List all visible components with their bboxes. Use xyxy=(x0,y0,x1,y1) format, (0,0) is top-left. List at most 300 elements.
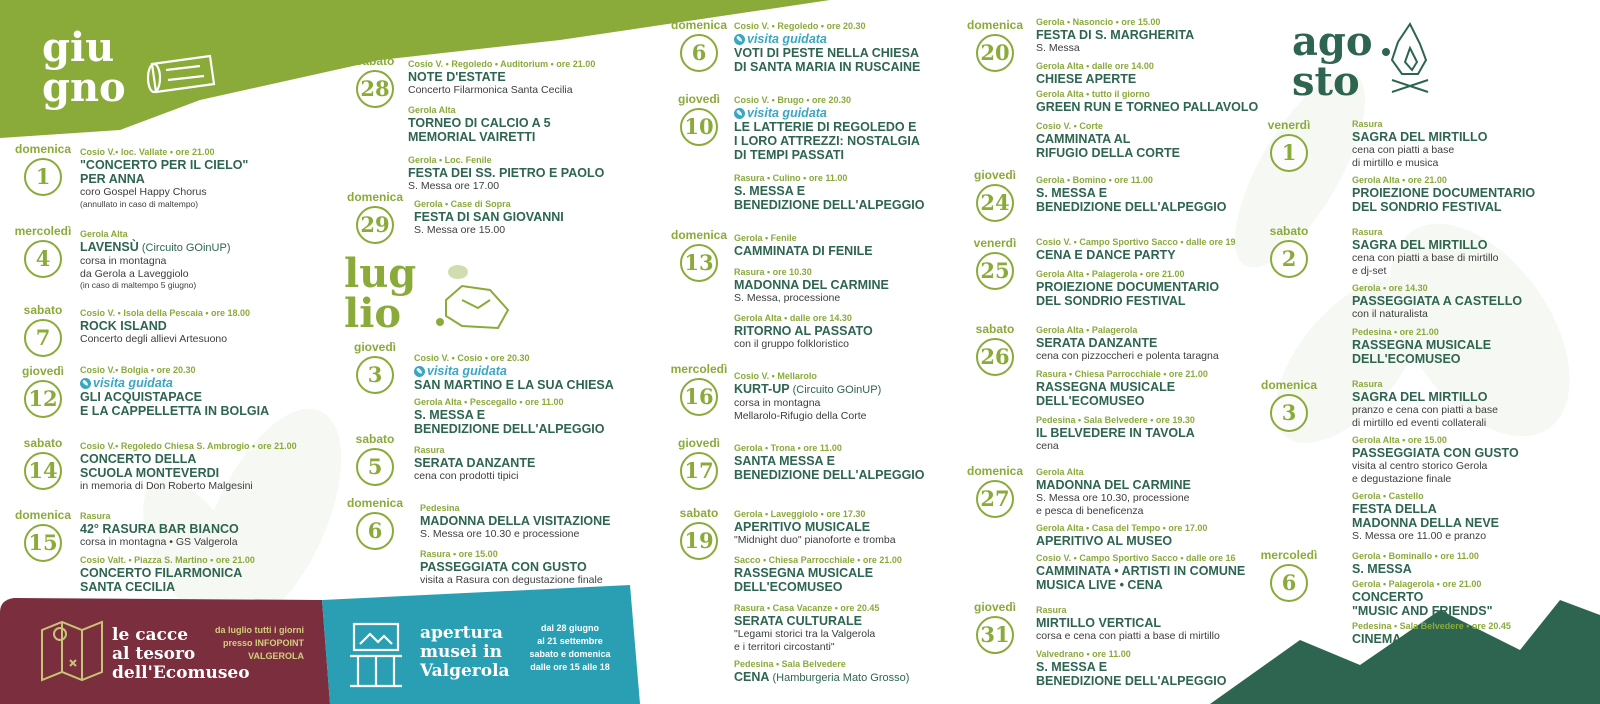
event-description: cena con piatti a base di mirtillo xyxy=(1352,252,1499,264)
event-title-text: TORNEO DI CALCIO A 5 xyxy=(408,116,551,130)
musei-info-line: dal 28 giugno xyxy=(540,623,599,633)
event-description: e dj-set xyxy=(1352,264,1387,277)
day-marker xyxy=(1260,378,1318,432)
day-number: 4 xyxy=(24,240,62,278)
event-title xyxy=(414,210,564,224)
event-meta: Cosio V.• Regoledo Chiesa S. Ambrogio • ore 21.00 xyxy=(80,441,297,451)
musei-info xyxy=(520,622,620,674)
day-number: 31 xyxy=(976,616,1014,654)
guided-tour-label: visita guidata xyxy=(427,364,507,378)
event-meta: Rasura xyxy=(1352,379,1383,389)
event-meta: Gerola • Palagerola • ore 21.00 xyxy=(1352,579,1482,589)
event-description: di mirtillo e musica xyxy=(1352,156,1439,169)
day-number: 6 xyxy=(680,34,718,72)
musei-title-line: Valgerola xyxy=(420,661,510,681)
event-title xyxy=(1036,294,1219,308)
musei-title-line: musei in xyxy=(420,642,502,662)
event-title-text: FESTA DELLA xyxy=(1352,502,1437,516)
event-meta: Gerola • ore 14.30 xyxy=(1352,283,1428,293)
event-meta: Gerola Alta • Casa del Tempo • ore 17.00 xyxy=(1036,523,1208,533)
event-title-text: DEL SONDRIO FESTIVAL xyxy=(1352,200,1502,214)
event-description: con il gruppo folkloristico xyxy=(734,338,849,350)
day-name: sabato xyxy=(975,322,1015,336)
event-meta: Gerola Alta • dalle ore 14.00 xyxy=(1036,61,1154,71)
day-name: domenica xyxy=(346,190,403,204)
event-title-text: KURT-UP xyxy=(734,382,790,396)
event-meta: Rasura • ore 15.00 xyxy=(420,549,498,559)
event-title-text: BENEDIZIONE DELL'ALPEGGIO xyxy=(414,422,605,436)
event-title xyxy=(1352,352,1491,366)
event-title-text: SAGRA DEL MIRTILLO xyxy=(1352,130,1488,144)
event-description: e i territori circostanti" xyxy=(734,640,835,653)
event-title-text: CAMMINATA • ARTISTI IN COMUNE xyxy=(1036,564,1246,578)
event-note: (in caso di maltempo 5 giugno) xyxy=(80,280,197,290)
guided-tour-label: visita guidata xyxy=(747,32,827,46)
event-title-text: MEMORIAL VAIRETTI xyxy=(408,130,536,144)
event-title-text: S. MESSA E xyxy=(414,408,486,422)
event-item xyxy=(1352,282,1522,321)
event-meta: Pedesina xyxy=(420,503,460,513)
event-title-text: PASSEGGIATA CON GUSTO xyxy=(1352,446,1519,460)
event-title xyxy=(734,60,920,74)
event-item xyxy=(1036,648,1227,688)
event-title xyxy=(1352,562,1479,576)
event-title xyxy=(1036,146,1180,160)
event-title xyxy=(734,382,881,397)
day-name: venerdì xyxy=(1267,118,1311,132)
event-title xyxy=(1036,28,1194,42)
event-title-text: APERITIVO AL MUSEO xyxy=(1036,534,1173,548)
day-number: 14 xyxy=(24,452,62,490)
cacce-info-line: VALGEROLA xyxy=(248,651,304,661)
day-number: 3 xyxy=(1270,394,1308,432)
day-number: 16 xyxy=(680,378,718,416)
event-title-text: CAMMINATA AL xyxy=(1036,132,1131,146)
event-meta: Cosio V. • Regoledo • Auditorium • ore 21.00 xyxy=(408,59,596,69)
event-title xyxy=(1036,280,1219,294)
event-title xyxy=(414,378,614,392)
event-meta: Gerola • Nasoncio • ore 15.00 xyxy=(1036,17,1161,27)
event-description: da Gerola a Laveggiolo xyxy=(80,267,189,280)
day-marker xyxy=(966,600,1024,654)
event-title-text: GREEN RUN E TORNEO PALLAVOLO xyxy=(1036,100,1259,114)
event-item xyxy=(408,58,595,97)
day-name: domenica xyxy=(346,496,403,510)
event-meta: Cosio V.• Bolgia • ore 20.30 xyxy=(80,365,196,375)
event-title xyxy=(414,408,605,422)
event-item xyxy=(80,307,250,346)
day-number: 15 xyxy=(24,524,62,562)
event-description: corsa in montagna xyxy=(734,397,821,409)
month-giugno xyxy=(42,24,126,111)
event-title xyxy=(1352,338,1491,352)
day-marker xyxy=(346,54,404,108)
event-title xyxy=(734,468,925,482)
event-title-text: MIRTILLO VERTICAL xyxy=(1036,616,1161,630)
event-item xyxy=(80,228,231,291)
event-title-text: FESTA DI S. MARGHERITA xyxy=(1036,28,1195,42)
guided-tour-icon: ✎ xyxy=(80,378,91,389)
event-item xyxy=(414,198,564,237)
event-item xyxy=(734,172,925,212)
event-title-text: SAN MARTINO E LA SUA CHIESA xyxy=(414,378,614,392)
cacce-info xyxy=(204,624,304,663)
day-name: giovedì xyxy=(973,168,1016,182)
day-marker xyxy=(966,236,1024,290)
event-description: cena con piatti a base xyxy=(1352,144,1455,156)
day-number: 10 xyxy=(680,108,718,146)
event-description: cena con prodotti tipici xyxy=(414,470,519,482)
day-marker xyxy=(670,18,728,72)
day-marker xyxy=(346,190,404,244)
event-description: "Midnight duo" pianoforte e tromba xyxy=(734,534,896,546)
event-meta: Gerola Alta • dalle ore 14.30 xyxy=(734,313,852,323)
day-name: sabato xyxy=(679,506,719,520)
event-title xyxy=(734,520,896,534)
event-item xyxy=(1036,268,1219,308)
event-title xyxy=(734,324,873,338)
event-meta: Pedesina • Sala Belvedere • ore 19.30 xyxy=(1036,415,1195,425)
event-meta: Rasura xyxy=(1352,227,1383,237)
event-description: Mellarolo-Rifugio della Corte xyxy=(734,409,867,422)
event-title xyxy=(420,560,603,574)
event-meta: Cosio V. • Regoledo • ore 20.30 xyxy=(734,21,866,31)
event-title-text: PER ANNA xyxy=(80,172,145,186)
event-item xyxy=(1352,174,1535,214)
event-title xyxy=(1352,186,1535,200)
event-item xyxy=(1036,466,1191,517)
event-title-text: DI SANTA MARIA IN RUSCAINE xyxy=(734,60,921,74)
day-number: 26 xyxy=(976,338,1014,376)
event-meta: Cosio V. • Mellarolo xyxy=(734,371,817,381)
day-name: sabato xyxy=(355,54,395,68)
day-marker xyxy=(14,508,72,562)
guided-tour-icon: ✎ xyxy=(734,108,745,119)
event-item xyxy=(1036,522,1207,548)
guided-tour-tag xyxy=(734,32,920,46)
event-title-text: MADONNA DEL CARMINE xyxy=(1036,478,1191,492)
event-item xyxy=(1036,236,1236,262)
event-title xyxy=(420,514,611,528)
day-name: giovedì xyxy=(353,340,396,354)
day-name: domenica xyxy=(670,228,727,242)
event-title xyxy=(1352,446,1519,460)
event-title-text: NOTE D'ESTATE xyxy=(408,70,506,84)
event-meta: Cosio V. • Campo Sportivo Sacco • dalle ore 19 xyxy=(1036,237,1236,247)
event-meta: Rasura • ore 10.30 xyxy=(734,267,812,277)
event-title-text: LE LATTERIE DI REGOLEDO E xyxy=(734,120,917,134)
day-marker xyxy=(670,436,728,490)
event-title-text: S. MESSA E xyxy=(1036,660,1108,674)
event-title xyxy=(1352,604,1493,618)
event-title xyxy=(1036,132,1180,146)
day-number: 25 xyxy=(976,252,1014,290)
event-meta: Gerola Alta xyxy=(80,229,128,239)
event-item xyxy=(80,440,297,493)
musei-info-line: dalle ore 15 alle 18 xyxy=(530,662,610,672)
event-meta: Cosio V.• loc. Vallate • ore 21.00 xyxy=(80,147,215,157)
event-description: corsa e cena con piatti a base di mirtillo xyxy=(1036,630,1220,642)
event-item xyxy=(1352,620,1511,646)
day-marker xyxy=(14,436,72,490)
day-name: venerdì xyxy=(973,236,1017,250)
event-description: S. Messa ore 17.00 xyxy=(408,180,500,192)
event-description: S. Messa ore 11.00 e pranzo xyxy=(1352,530,1487,542)
event-title-text: MUSICA LIVE • CENA xyxy=(1036,578,1163,592)
musei-info-line: sabato e domenica xyxy=(529,649,611,659)
event-title xyxy=(1036,186,1227,200)
event-title xyxy=(1036,578,1245,592)
event-description: pranzo e cena con piatti a base xyxy=(1352,404,1498,416)
day-name: sabato xyxy=(1269,224,1309,238)
event-title xyxy=(1352,632,1511,646)
event-title-text: CHIESE APERTE xyxy=(1036,72,1137,86)
event-title-text: CAMMINATA DI FENILE xyxy=(734,244,873,258)
event-title-text: CINEMA BELVEDERE xyxy=(1352,632,1480,646)
month-agosto xyxy=(1292,18,1373,105)
event-title xyxy=(80,522,239,536)
cacce-title-line: dell'Ecomuseo xyxy=(112,663,250,683)
event-title xyxy=(414,422,605,436)
event-title-text: CONCERTO xyxy=(1352,590,1424,604)
event-title xyxy=(734,278,889,292)
event-title-text: SERATA CULTURALE xyxy=(734,614,862,628)
event-title xyxy=(1352,590,1493,604)
event-item xyxy=(1036,604,1220,643)
event-description: S. Messa ore 10.30, processione xyxy=(1036,492,1190,504)
day-name: domenica xyxy=(14,508,71,522)
day-marker xyxy=(1260,118,1318,172)
event-title xyxy=(408,166,604,180)
event-title xyxy=(734,244,873,258)
event-meta: Gerola Alta • ore 15.00 xyxy=(1352,435,1447,445)
event-title xyxy=(1036,478,1191,492)
event-title xyxy=(1036,394,1208,408)
event-title xyxy=(408,116,551,130)
event-item xyxy=(734,266,889,305)
event-item xyxy=(414,396,605,436)
day-marker xyxy=(1260,224,1318,278)
event-title-detail: (Hamburgeria Mato Grosso) xyxy=(769,672,910,684)
event-item xyxy=(1352,434,1519,485)
event-item xyxy=(1036,88,1258,114)
event-title xyxy=(80,319,250,333)
event-item xyxy=(1036,368,1208,408)
event-title xyxy=(734,134,920,148)
event-title-text: BENEDIZIONE DELL'ALPEGGIO xyxy=(734,468,925,482)
event-item xyxy=(734,554,902,594)
event-meta: Cosio V. • Brugo • ore 20.30 xyxy=(734,95,852,105)
event-title xyxy=(80,566,255,580)
event-item xyxy=(1352,578,1493,618)
event-title-text: DI TEMPI PASSATI xyxy=(734,148,844,162)
event-title xyxy=(1352,294,1522,308)
event-item xyxy=(80,554,255,594)
event-title xyxy=(1036,534,1207,548)
event-item xyxy=(1352,378,1498,429)
event-title-text: MADONNA DELLA NEVE xyxy=(1352,516,1499,530)
event-title-text: PASSEGGIATA A CASTELLO xyxy=(1352,294,1523,308)
event-title-text: VOTI DI PESTE NELLA CHIESA xyxy=(734,46,919,60)
event-description: corsa in montagna • GS Valgerola xyxy=(80,536,238,548)
event-title xyxy=(734,46,920,60)
event-meta: Gerola Alta xyxy=(408,105,456,115)
day-number: 6 xyxy=(356,512,394,550)
day-name: sabato xyxy=(23,303,63,317)
event-title-text: MADONNA DEL CARMINE xyxy=(734,278,889,292)
month-agosto-line2: sto xyxy=(1292,58,1360,105)
day-name: mercoledì xyxy=(1260,548,1318,562)
event-meta: Rasura xyxy=(414,445,445,455)
day-number: 12 xyxy=(24,380,62,418)
event-title xyxy=(1352,516,1499,530)
event-meta: Gerola • Trona • ore 11.00 xyxy=(734,443,842,453)
event-title-text: SCUOLA MONTEVERDI xyxy=(80,466,220,480)
event-meta: Cosio V. • Cosio • ore 20.30 xyxy=(414,353,530,363)
event-title xyxy=(1352,390,1498,404)
event-title-text: S. MESSA E xyxy=(1036,186,1108,200)
musei-banner xyxy=(420,624,630,681)
day-number: 27 xyxy=(976,480,1014,518)
event-title xyxy=(734,566,902,580)
event-meta: Cosio V. • Corte xyxy=(1036,121,1103,131)
event-title xyxy=(1352,238,1499,252)
event-description: corsa in montagna xyxy=(80,255,167,267)
event-item xyxy=(1352,550,1479,576)
event-meta: Cosio V. • Campo Sportivo Sacco • dalle ore 16 xyxy=(1036,553,1236,563)
day-name: domenica xyxy=(966,18,1023,32)
event-meta: Rasura xyxy=(80,511,111,521)
month-luglio-line2: lio xyxy=(344,290,402,337)
event-title xyxy=(1352,502,1499,516)
day-number: 13 xyxy=(680,244,718,282)
event-description: Concerto degli allievi Artesuono xyxy=(80,333,228,345)
event-title-detail: (Circuito GOinUP) xyxy=(789,384,882,396)
event-meta: Gerola Alta xyxy=(1036,467,1084,477)
event-meta: Gerola • Fenile xyxy=(734,233,797,243)
event-item xyxy=(414,352,614,392)
day-number: 1 xyxy=(1270,134,1308,172)
musei-info-line: al 21 settembre xyxy=(537,636,603,646)
day-name: giovedì xyxy=(973,600,1016,614)
event-title-text: GLI ACQUISTAPACE xyxy=(80,390,202,404)
cacce-title-line: al tesoro xyxy=(112,644,196,664)
event-title-text: PASSEGGIATA CON GUSTO xyxy=(420,560,587,574)
guided-tour-tag xyxy=(734,106,920,120)
event-description: in memoria di Don Roberto Malgesini xyxy=(80,480,253,492)
event-title xyxy=(1352,200,1535,214)
event-title-text: "MUSIC AND FRIENDS" xyxy=(1352,604,1493,618)
event-item xyxy=(414,444,535,483)
guided-tour-icon: ✎ xyxy=(734,34,745,45)
guided-tour-label: visita guidata xyxy=(93,376,173,390)
event-description: Concerto Filarmonica Santa Cecilia xyxy=(408,84,573,96)
event-meta: Gerola • Bomino • ore 11.00 xyxy=(1036,175,1153,185)
event-title xyxy=(414,456,535,470)
event-description: di mirtillo ed eventi collaterali xyxy=(1352,416,1487,429)
day-number: 19 xyxy=(680,522,718,560)
day-marker xyxy=(670,506,728,560)
cacce-info-line: presso INFOPOINT xyxy=(222,638,304,648)
cacce-title-line: le cacce xyxy=(112,625,189,645)
event-description: S. Messa ore 15.00 xyxy=(414,224,506,236)
event-title xyxy=(80,404,269,418)
event-title-text: FESTA DEI SS. PIETRO E PAOLO xyxy=(408,166,605,180)
event-title-text: RASSEGNA MUSICALE xyxy=(734,566,874,580)
event-item xyxy=(80,510,239,549)
event-title xyxy=(734,184,925,198)
event-meta: Sacco • Chiesa Parrocchiale • ore 21.00 xyxy=(734,555,902,565)
event-item xyxy=(1352,226,1499,277)
event-title xyxy=(1036,660,1227,674)
event-description: cena con pizzoccheri e polenta taragna xyxy=(1036,350,1219,362)
event-title xyxy=(80,390,269,404)
musei-title-line: apertura xyxy=(420,623,503,643)
event-description: S. Messa xyxy=(1036,42,1080,54)
event-meta: Rasura xyxy=(1352,119,1383,129)
event-meta: Pedesina • Sala Belvedere • ore 20.45 xyxy=(1352,621,1511,631)
day-number: 3 xyxy=(356,356,394,394)
event-description: e pesca di beneficenza xyxy=(1036,504,1144,517)
day-marker xyxy=(1260,548,1318,602)
event-item xyxy=(1352,326,1491,366)
event-meta: Gerola Alta • ore 21.00 xyxy=(1352,175,1447,185)
event-title xyxy=(734,198,925,212)
event-item xyxy=(734,508,896,547)
event-meta: Rasura • Casa Vacanze • ore 20.45 xyxy=(734,603,880,613)
event-title-detail: (Circuito GOinUP) xyxy=(138,242,231,254)
event-title-text: RASSEGNA MUSICALE xyxy=(1036,380,1176,394)
event-title xyxy=(1036,248,1236,262)
event-title-text: DEL SONDRIO FESTIVAL xyxy=(1036,294,1186,308)
event-item xyxy=(734,442,925,482)
event-title-text: SERATA DANZANTE xyxy=(1036,336,1158,350)
event-item xyxy=(1036,120,1180,160)
day-marker xyxy=(966,168,1024,222)
event-title xyxy=(1036,72,1154,86)
event-title xyxy=(734,454,925,468)
event-title-text: BENEDIZIONE DELL'ALPEGGIO xyxy=(734,198,925,212)
event-item xyxy=(734,370,881,422)
event-title-text: APERITIVO MUSICALE xyxy=(734,520,871,534)
event-title xyxy=(734,148,920,162)
day-marker xyxy=(670,92,728,146)
event-title-text: 42° RASURA BAR BIANCO xyxy=(80,522,239,536)
event-title-text: SAGRA DEL MIRTILLO xyxy=(1352,238,1488,252)
event-title-text: BENEDIZIONE DELL'ALPEGGIO xyxy=(1036,674,1227,688)
event-title xyxy=(734,580,902,594)
event-item xyxy=(1036,414,1195,453)
event-meta: Pedesina • Sala Belvedere xyxy=(734,659,846,669)
event-title-text: RASSEGNA MUSICALE xyxy=(1352,338,1492,352)
day-marker xyxy=(346,432,404,486)
event-title-text: MADONNA DELLA VISITAZIONE xyxy=(420,514,611,528)
event-title-text: BENEDIZIONE DELL'ALPEGGIO xyxy=(1036,200,1227,214)
day-number: 7 xyxy=(24,319,62,357)
campfire-icon xyxy=(1383,24,1428,92)
guided-tour-icon: ✎ xyxy=(414,366,425,377)
event-meta: Gerola • Laveggiolo • ore 17.30 xyxy=(734,509,866,519)
event-title-text: "CONCERTO PER IL CIELO" xyxy=(80,158,249,172)
event-item xyxy=(734,94,920,162)
event-title-text: ROCK ISLAND xyxy=(80,319,167,333)
day-marker xyxy=(14,303,72,357)
day-name: domenica xyxy=(1260,378,1317,392)
event-title-text: CONCERTO DELLA xyxy=(80,452,197,466)
event-item xyxy=(1036,16,1194,55)
event-meta: Gerola Alta • tutto il giorno xyxy=(1036,89,1150,99)
event-title-text: SERATA DANZANTE xyxy=(414,456,536,470)
